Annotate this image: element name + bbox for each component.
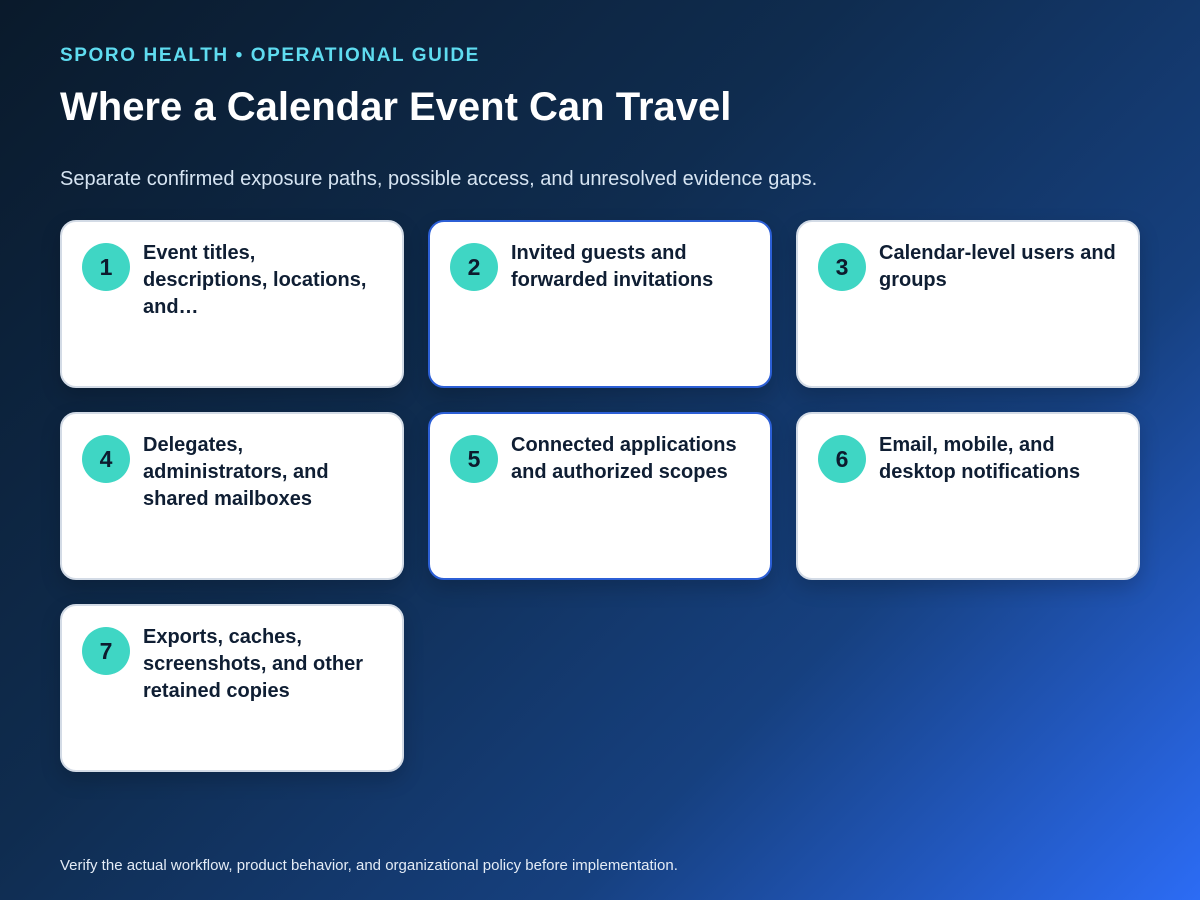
card-text: Delegates, administrators, and shared mailboxes [143, 434, 329, 510]
card-3 [796, 220, 1140, 388]
footer-note: Verify the actual workflow, product behavior, and organizational policy before implementation. [60, 857, 678, 874]
card-4 [60, 412, 404, 580]
eyebrow-label: SPORO HEALTH • OPERATIONAL GUIDE [60, 45, 480, 66]
card-number-badge: 5 [450, 435, 498, 483]
card-6 [796, 412, 1140, 580]
card-text: Event titles, descriptions, locations, and… [143, 242, 367, 318]
page-subtitle: Separate confirmed exposure paths, possible access, and unresolved evidence gaps. [60, 168, 818, 190]
card-number-badge: 1 [82, 243, 130, 291]
card-number-badge: 6 [818, 435, 866, 483]
card-5 [428, 412, 772, 580]
card-grid [60, 220, 1140, 772]
card-text: Exports, caches, screenshots, and other retained copies [143, 626, 364, 702]
card-2 [428, 220, 772, 388]
card-text: Calendar-level users and groups [879, 242, 1116, 291]
card-number-badge: 4 [82, 435, 130, 483]
card-text: Invited guests and forwarded invitations [511, 242, 714, 291]
card-1 [60, 220, 404, 388]
card-number-badge: 3 [818, 243, 866, 291]
card-text: Connected applications and authorized scopes [511, 434, 737, 483]
card-7 [60, 604, 404, 772]
card-number-badge: 7 [82, 627, 130, 675]
card-number-badge: 2 [450, 243, 498, 291]
page-title: Where a Calendar Event Can Travel [60, 85, 732, 129]
card-text: Email, mobile, and desktop notifications [879, 434, 1081, 483]
